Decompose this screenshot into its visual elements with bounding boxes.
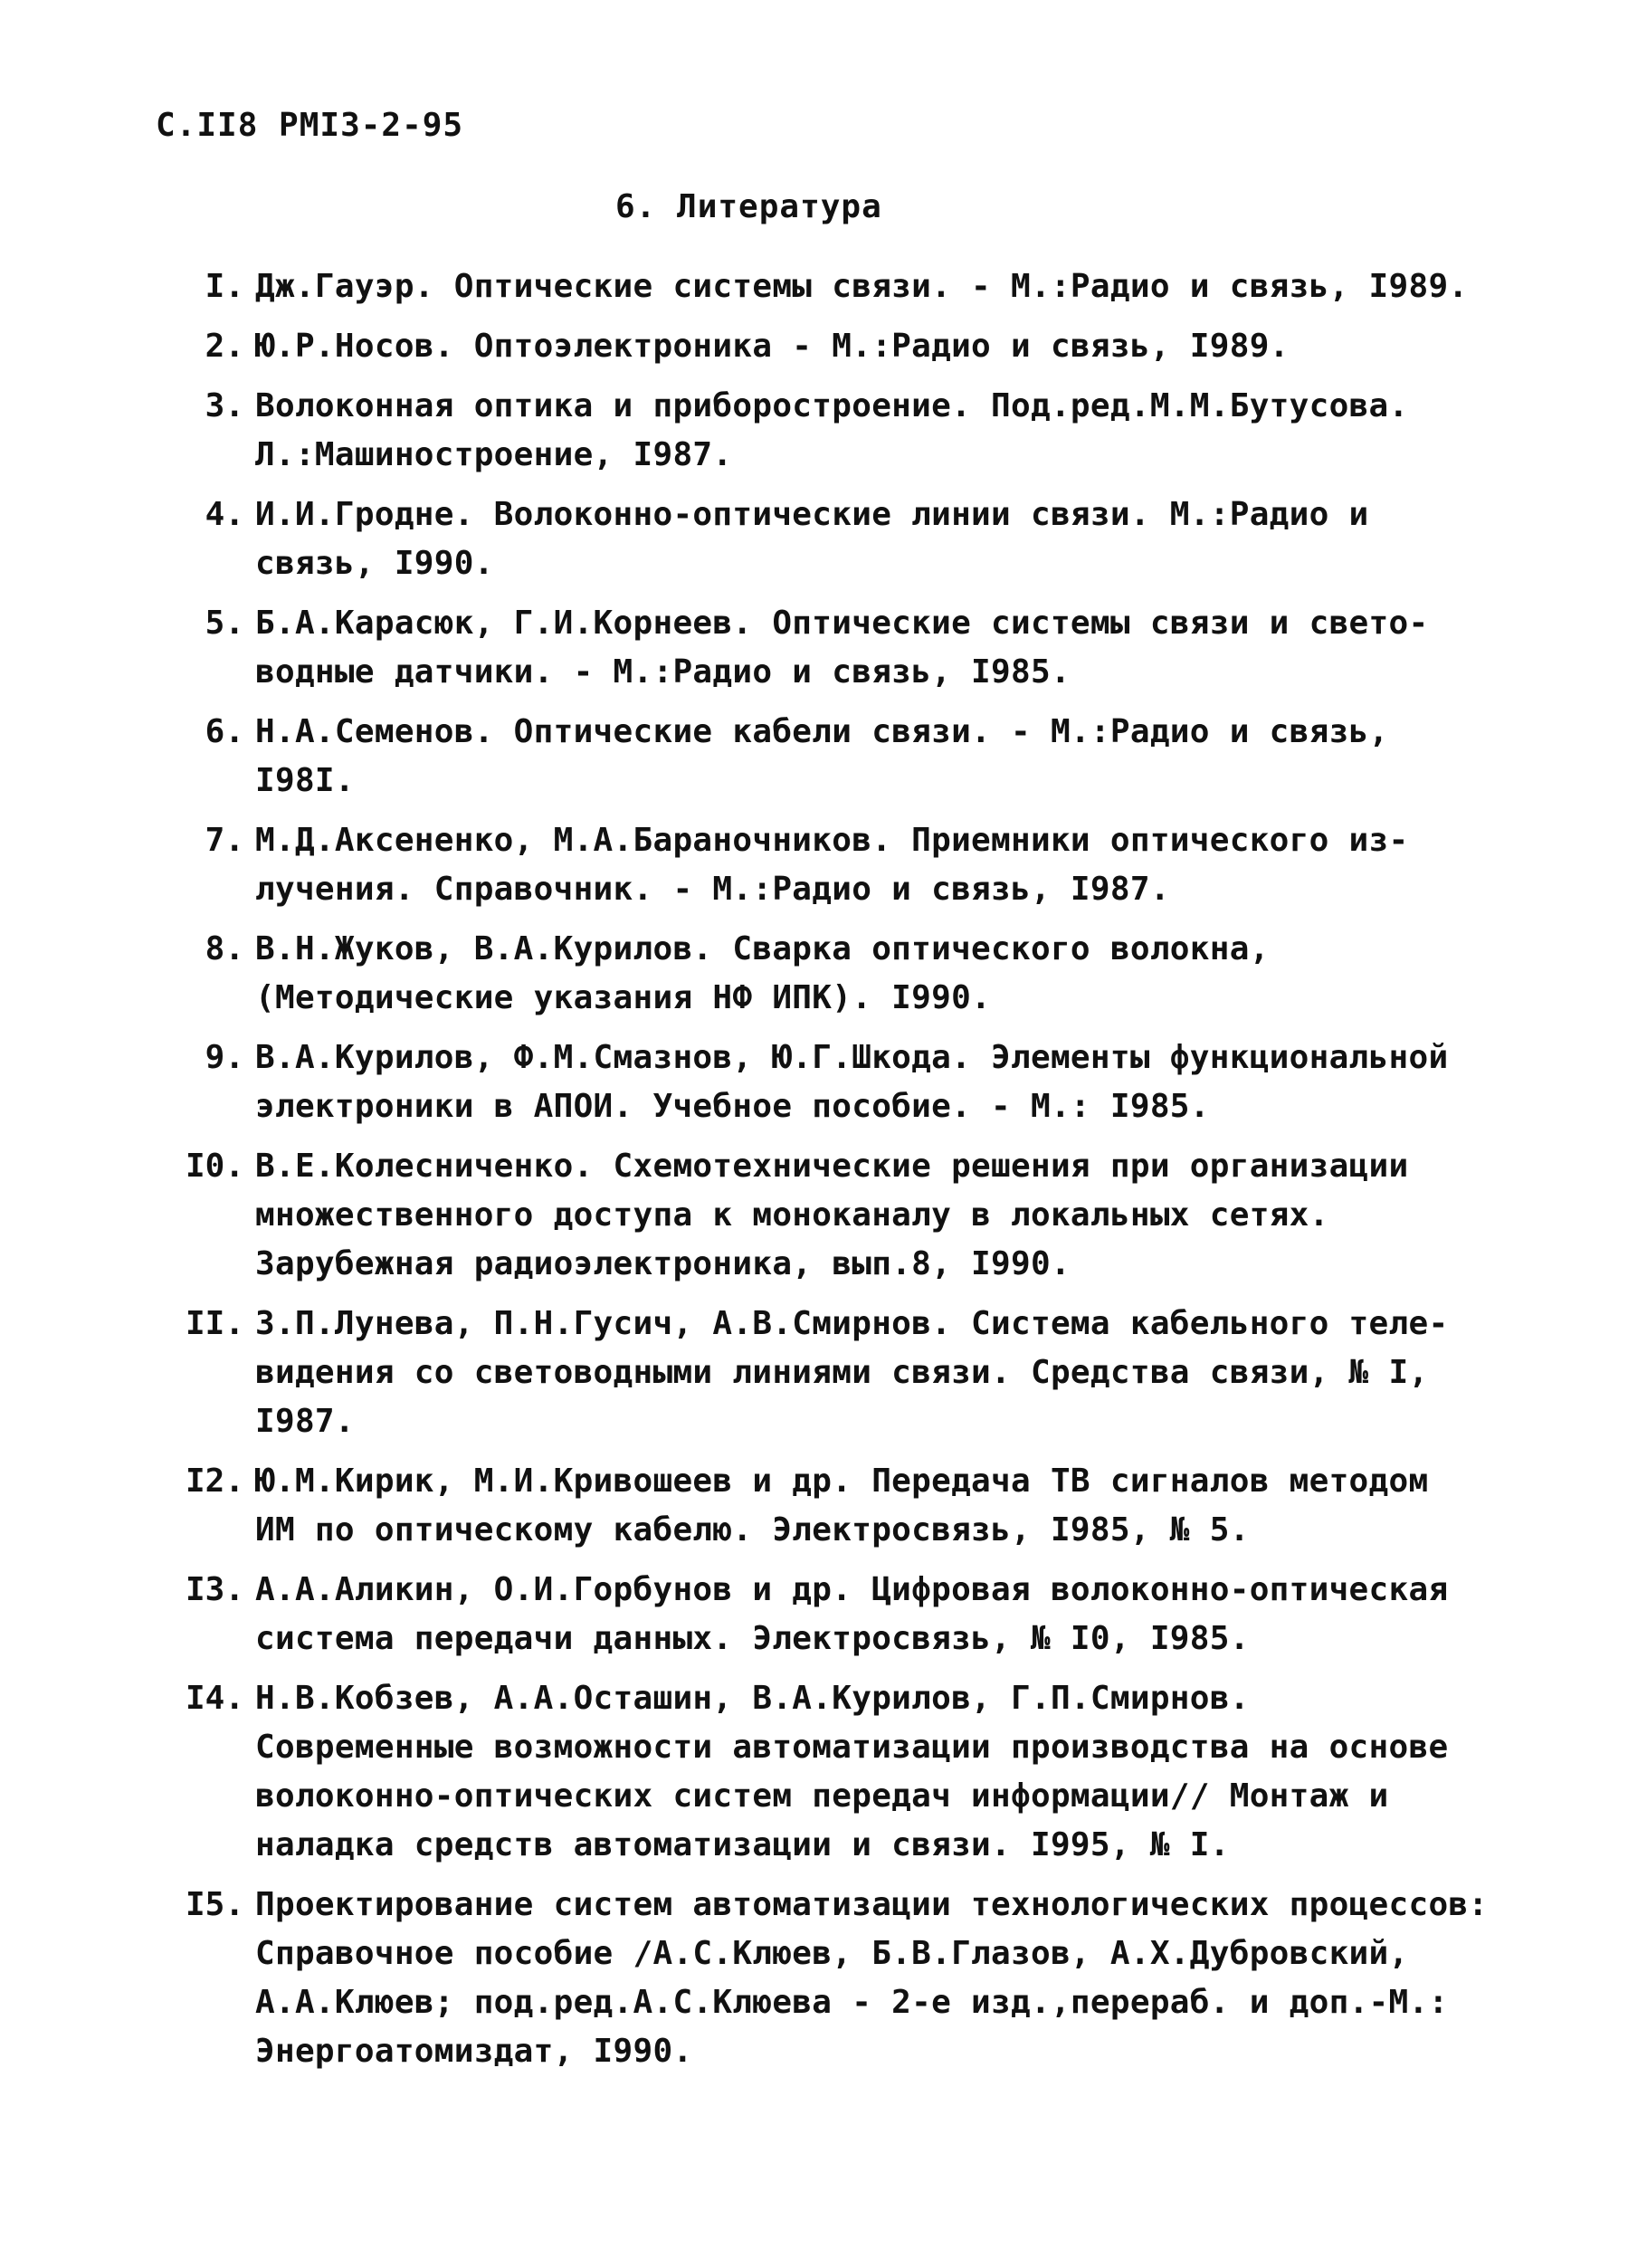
- reference-number: I0.: [185, 1148, 244, 1185]
- reference-text-line: Проектирование систем автоматизации технологических процессов:: [255, 1886, 1489, 1923]
- section-title: 6. Литература: [615, 188, 882, 225]
- reference-text-line: (Методические указания НФ ИПК). I990.: [255, 979, 992, 1016]
- reference-text-line: связь, I990.: [255, 545, 494, 582]
- reference-text-line: видения со световодными линиями связи. Средства связи, № I,: [255, 1354, 1429, 1391]
- reference-text-line: Л.:Машиностроение, I987.: [255, 436, 733, 473]
- reference-text-line: В.Е.Колесниченко. Схемотехнические решения при организации: [255, 1148, 1409, 1185]
- reference-text-line: Ю.Р.Носов. Оптоэлектроника - М.:Радио и связь, I989.: [255, 328, 1290, 365]
- reference-text-line: В.Н.Жуков, В.А.Курилов. Сварка оптического волокна,: [255, 930, 1270, 967]
- reference-list: [163, 262, 1489, 2087]
- reference-number: 5.: [205, 605, 244, 642]
- reference-number: I4.: [185, 1680, 244, 1717]
- reference-text-line: Волоконная оптика и приборостроение. Под.ред.М.М.Бутусова.: [255, 387, 1409, 424]
- reference-text-line: Н.А.Семенов. Оптические кабели связи. - М.:Радио и связь,: [255, 713, 1389, 750]
- reference-number: 2.: [205, 328, 244, 365]
- reference-item: [163, 1142, 1466, 1289]
- reference-number: 8.: [205, 930, 244, 967]
- reference-item: [163, 708, 1466, 805]
- reference-number: 3.: [205, 387, 244, 424]
- reference-text-line: волоконно-оптических систем передач информации// Монтаж и: [255, 1777, 1389, 1815]
- reference-item: [163, 382, 1466, 480]
- reference-text-line: Справочное пособие /А.С.Клюев, Б.В.Глазов, А.Х.Дубровский,: [255, 1935, 1409, 1972]
- reference-text-line: Н.В.Кобзев, А.А.Осташин, В.А.Курилов, Г.П.Смирнов.: [255, 1680, 1250, 1717]
- reference-item: [163, 925, 1466, 1023]
- reference-text-line: А.А.Клюев; под.ред.А.С.Клюева - 2-е изд.,перераб. и доп.-М.:: [255, 1984, 1449, 2021]
- reference-text-line: А.А.Аликин, О.И.Горбунов и др. Цифровая волоконно-оптическая: [255, 1571, 1449, 1608]
- reference-item: [163, 599, 1466, 697]
- reference-text-line: I98I.: [255, 762, 355, 799]
- reference-item: [163, 816, 1466, 914]
- reference-text-line: лучения. Справочник. - М.:Радио и связь, I987.: [255, 871, 1170, 908]
- reference-number: 6.: [205, 713, 244, 750]
- reference-item: [163, 1034, 1466, 1131]
- reference-text-line: Дж.Гауэр. Оптические системы связи. - М.:Радио и связь, I989.: [255, 268, 1469, 305]
- reference-text-line: множественного доступа к моноканалу в локальных сетях.: [255, 1196, 1329, 1234]
- reference-item: [163, 1881, 1489, 2076]
- reference-number: II.: [185, 1305, 244, 1342]
- reference-number: I2.: [185, 1463, 244, 1500]
- reference-text-line: М.Д.Аксененко, М.А.Бараночников. Приемники оптического из-: [255, 822, 1409, 859]
- reference-number: 4.: [205, 496, 244, 533]
- reference-number: 9.: [205, 1039, 244, 1076]
- reference-text-line: З.П.Лунева, П.Н.Гусич, А.В.Смирнов. Система кабельного теле-: [255, 1305, 1449, 1342]
- reference-text-line: наладка средств автоматизации и связи. I995, № I.: [255, 1826, 1230, 1863]
- reference-item: [163, 491, 1466, 588]
- reference-text-line: Современные возможности автоматизации производства на основе: [255, 1729, 1449, 1766]
- reference-text-line: ИМ по оптическому кабелю. Электросвязь, I985, № 5.: [255, 1511, 1250, 1549]
- reference-text-line: И.И.Гродне. Волоконно-оптические линии связи. М.:Радио и: [255, 496, 1369, 533]
- reference-number: 7.: [205, 822, 244, 859]
- reference-item: [163, 1566, 1466, 1663]
- reference-number: I.: [205, 268, 244, 305]
- reference-text-line: Энергоатомиздат, I990.: [255, 2033, 693, 2070]
- reference-text-line: водные датчики. - М.:Радио и связь, I985.: [255, 653, 1071, 691]
- reference-number: I3.: [185, 1571, 244, 1608]
- reference-item: [163, 262, 1469, 311]
- reference-item: [163, 322, 1466, 371]
- reference-text-line: В.А.Курилов, Ф.М.Смазнов, Ю.Г.Шкода. Элементы функциональной: [255, 1039, 1449, 1076]
- reference-text-line: система передачи данных. Электросвязь, № I0, I985.: [255, 1620, 1250, 1657]
- reference-item: [163, 1457, 1466, 1555]
- reference-text-line: Б.А.Карасюк, Г.И.Корнеев. Оптические системы связи и свето-: [255, 605, 1429, 642]
- reference-text-line: I987.: [255, 1403, 355, 1440]
- reference-text-line: электроники в АПОИ. Учебное пособие. - М.: I985.: [255, 1088, 1210, 1125]
- page-header: С.II8 РМI3-2-95: [156, 107, 464, 144]
- reference-number: I5.: [185, 1886, 244, 1923]
- reference-item: [163, 1674, 1466, 1870]
- reference-text-line: Зарубежная радиоэлектроника, вып.8, I990.: [255, 1245, 1071, 1282]
- reference-item: [163, 1300, 1466, 1446]
- reference-text-line: Ю.М.Кирик, М.И.Кривошеев и др. Передача ТВ сигналов методом: [255, 1463, 1429, 1500]
